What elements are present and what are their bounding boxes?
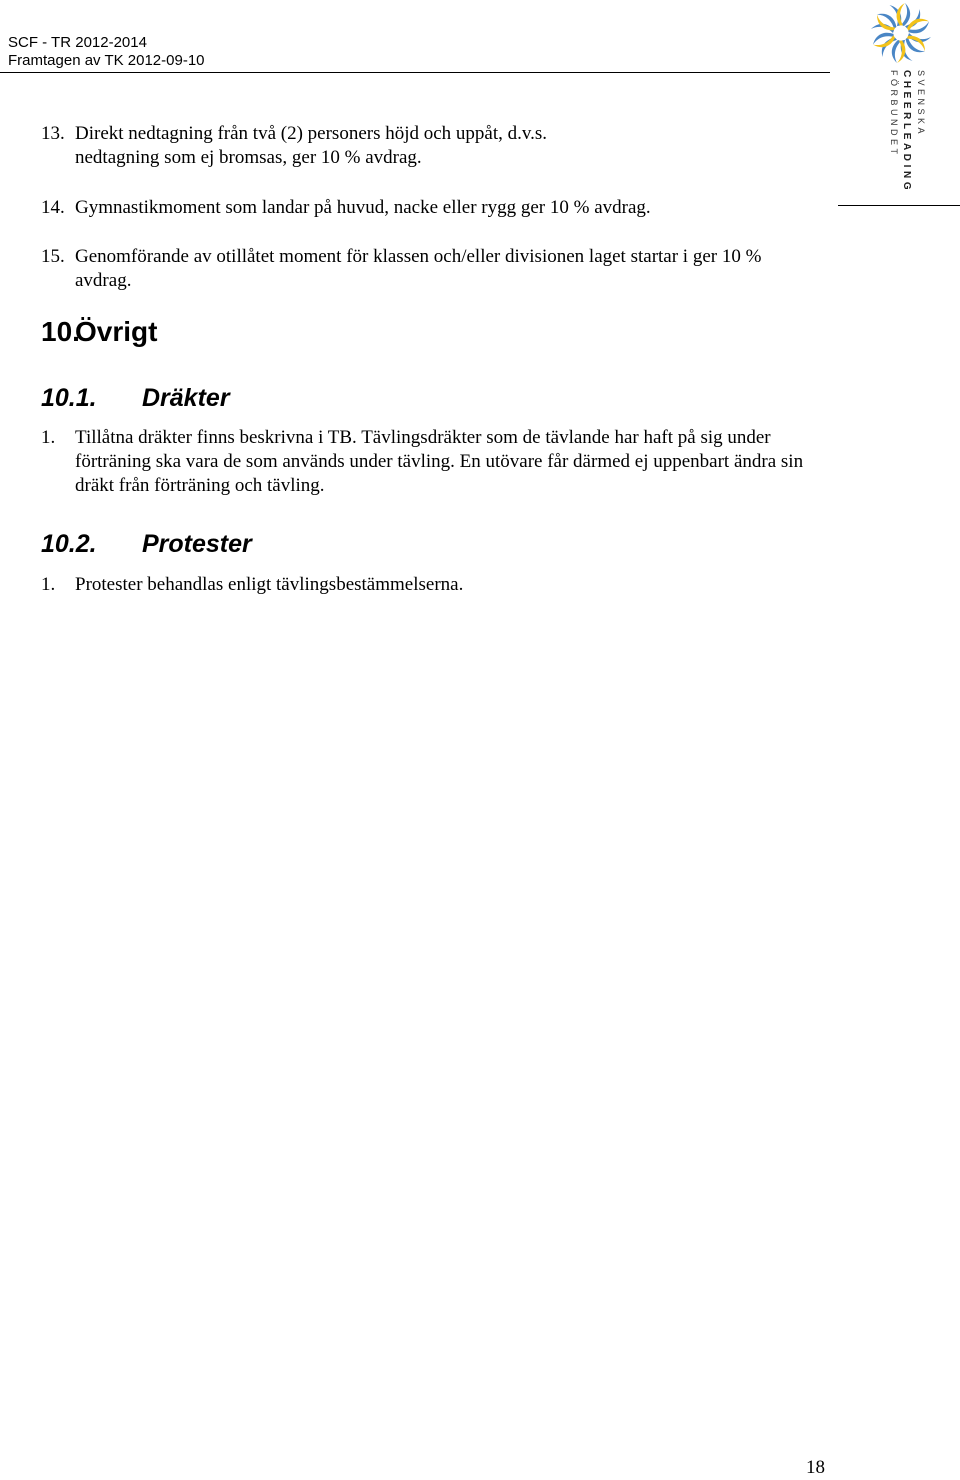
- list-item-number: 14.: [41, 197, 65, 218]
- logo-text-forbundet: FÖRBUNDET: [889, 70, 899, 158]
- list-item-text: Direkt nedtagning från två (2) personers höjd och uppåt, d.v.s. nedtagning som ej bromsas, ger 10 % avdrag.: [75, 123, 548, 168]
- logo-graphic: [858, 0, 960, 205]
- header-line-2: Framtagen av TK 2012-09-10: [8, 52, 205, 69]
- subsection-title: Protester: [142, 530, 252, 558]
- cheerleading-federation-logo: [858, 0, 960, 205]
- logo-text-cheerleading: CHEERLEADING: [901, 70, 912, 194]
- list-item: [41, 573, 816, 597]
- list-item-number: 1.: [41, 574, 56, 595]
- logo-divider: [838, 205, 960, 206]
- subsection-title: Dräkter: [142, 384, 230, 412]
- list-item: [41, 196, 816, 220]
- header-line-1: SCF - TR 2012-2014: [8, 34, 147, 51]
- section-number: 10.: [41, 316, 80, 347]
- document-header: [8, 34, 205, 70]
- list-item-number: 1.: [41, 427, 56, 448]
- list-item-text: Genomförande av otillåtet moment för klassen och/eller divisionen laget startar i ger 10 % avdrag.: [75, 246, 762, 291]
- list-item: [41, 426, 816, 498]
- header-divider: [0, 72, 830, 73]
- subsection-number: 10.2.: [41, 530, 97, 558]
- logo-text-svenska: SVENSKA: [916, 70, 926, 138]
- subsection-number: 10.1.: [41, 384, 97, 412]
- list-item-text: Gymnastikmoment som landar på huvud, nacke eller rygg ger 10 % avdrag.: [75, 197, 651, 218]
- list-item-number: 15.: [41, 246, 65, 267]
- sunburst-icon: [870, 2, 931, 65]
- page-number: 18: [806, 1457, 825, 1478]
- list-item: [41, 245, 816, 293]
- list-item-number: 13.: [41, 123, 65, 144]
- list-item-text: Tillåtna dräkter finns beskrivna i TB. Tävlingsdräkter som de tävlande har haft på sig under förträning ska vara de som används under tävling. En utövare får därmed ej uppenbart ändra sin dräkt från förträning och tävling.: [75, 427, 804, 496]
- list-item-text: Protester behandlas enligt tävlingsbestämmelserna.: [75, 574, 464, 595]
- section-title: Övrigt: [75, 316, 158, 347]
- list-item: [41, 122, 816, 170]
